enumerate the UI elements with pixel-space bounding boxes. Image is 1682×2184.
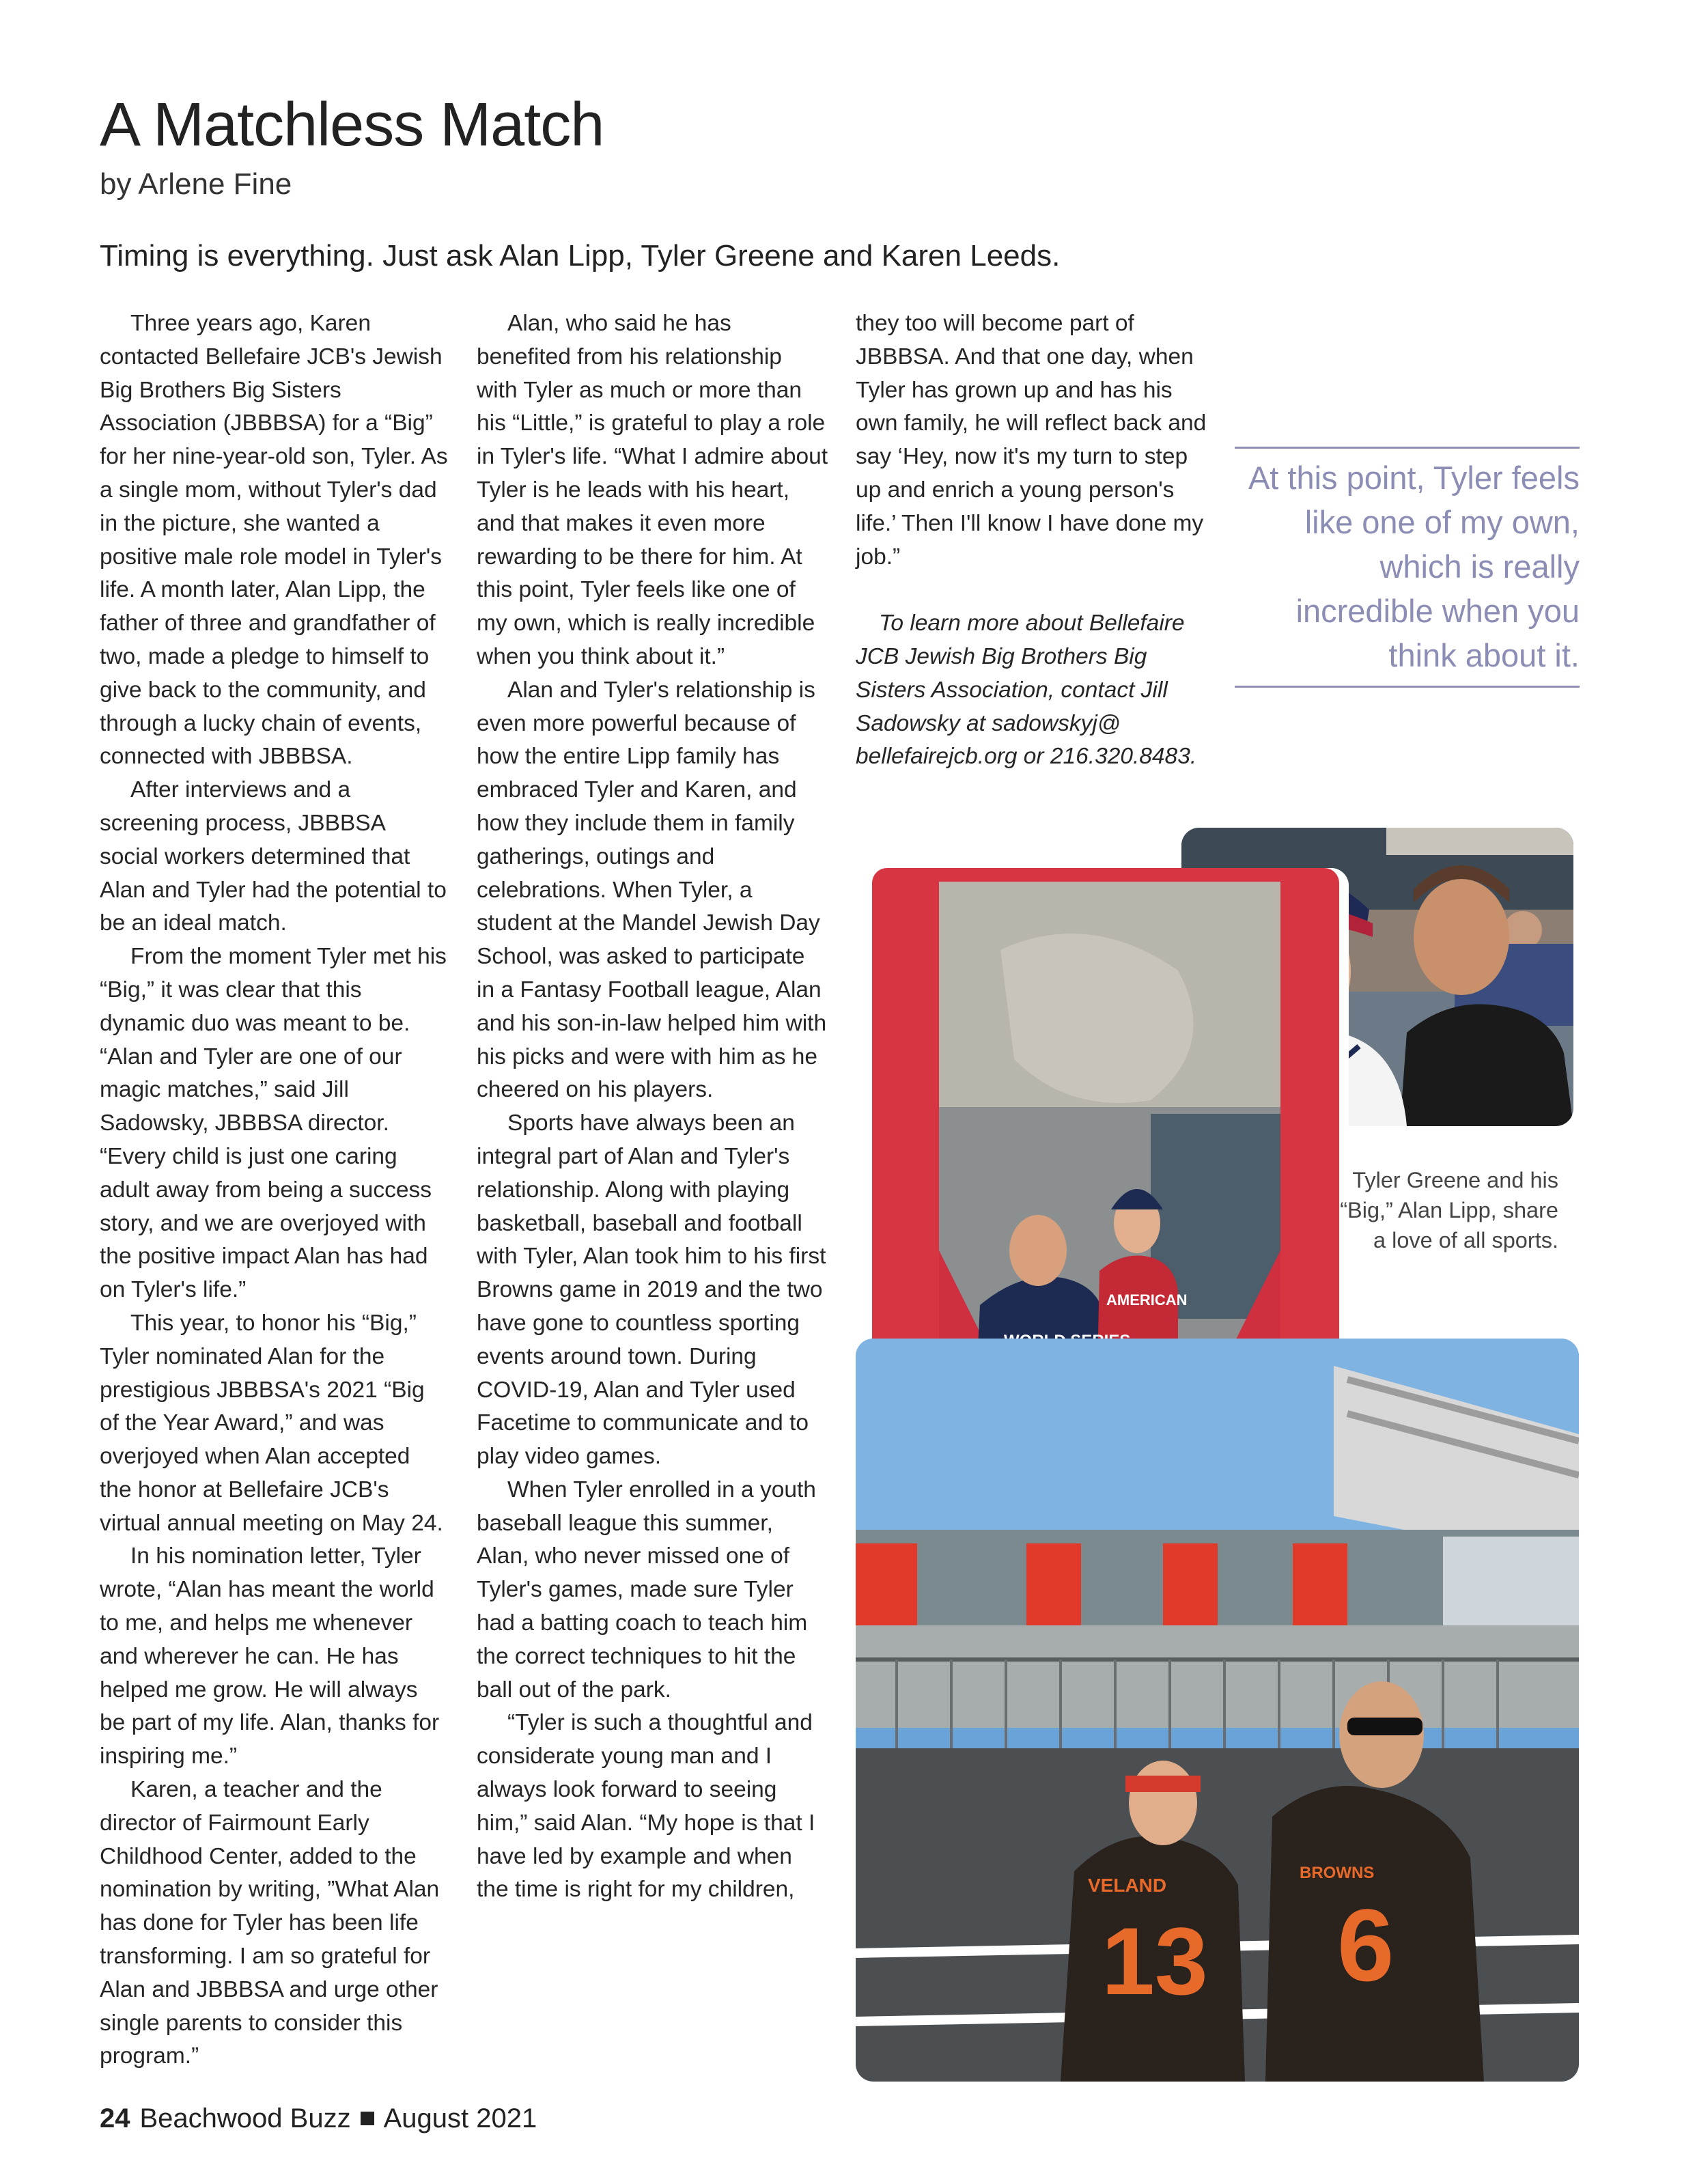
photo-caption: Tyler Greene and his “Big,” Alan Lipp, share a love of all sports. — [1340, 1168, 1558, 1252]
article-lede: Timing is everything. Just ask Alan Lipp, Tyler Greene and Karen Leeds. — [100, 239, 1061, 272]
paragraph: When Tyler enrolled in a youth baseball league this summer, Alan, who never missed one of Tyler's games, made sure Tyler had a batting coach to teach him the correct techniques to hit the ball out of the park. — [477, 1476, 816, 1703]
paragraph: This year, to honor his “Big,” Tyler nominated Alan for the prestigious JBBBSA's 2021 “Big of the Year Award,” and was overjoyed when Alan accepted the honor at Bellefaire JCB's virtual annual meeting on May 24. — [100, 1310, 443, 1536]
adult-jersey-number: 6 — [1337, 1888, 1394, 2002]
paragraph: Sports have always been an integral part of Alan and Tyler's relationship. Along with playing basketball, baseball and football with Tyler, Alan took him to his first Browns game in 2019 and the two have gone to countless sporting events around town. During COVID-19, Alan and Tyler used Facetime to communicate and to play video games. — [477, 1110, 826, 1470]
paragraph: After interviews and a screening process, JBBBSA social workers determined that Alan and Tyler had the potential to be an ideal match. — [100, 777, 447, 936]
article-column-2 — [477, 307, 828, 1907]
pull-quote: At this point, Tyler feels like one of my own, which is really incredible when you think about it. — [1235, 447, 1580, 688]
paragraph: Alan and Tyler's relationship is even more powerful because of how the entire Lipp family has embraced Tyler and Karen, and how they include them in family gatherings, outings and celebrations. When Tyler, a student at the Mandel Jewish Day School, was asked to participate in a Fantasy Football league, Alan and his son-in-law helped him with his picks and were with him as he cheered on his players. — [477, 677, 827, 1103]
paragraph: Karen, a teacher and the director of Fairmount Early Childhood Center, added to the nomination by writing, ”What Alan has done for Tyler has been life transforming. I am so grateful for Alan and JBBBSA and urge other single parents to consider this program.” — [100, 1777, 440, 2069]
article-column-1 — [100, 307, 448, 2073]
paragraph: they too will become part of JBBBSA. And that one day, when Tyler has grown up and has his own family, he will reflect back and say ‘Hey, now it's my turn to step up and enrich a young person's life.’ Then I'll know I have done my job.” — [856, 311, 1207, 570]
page-footer — [100, 2103, 537, 2134]
photo-stadium-outing — [856, 1339, 1579, 2082]
publication-name: Beachwood Buzz — [139, 2103, 351, 2133]
issue-date: August 2021 — [383, 2103, 537, 2133]
page-number: 24 — [100, 2103, 130, 2133]
adult-jersey-text: BROWNS — [1300, 1864, 1375, 1882]
paragraph: From the moment Tyler met his “Big,” it was clear that this dynamic duo was meant to be. “Alan and Tyler are one of our magic matches,” said Jill Sadowsky, JBBBSA director. “Every child is just one caring adult away from being a success story, and we are overjoyed with the positive impact Alan has had on Tyler's life.” — [100, 944, 447, 1303]
paragraph: “Tyler is such a thoughtful and considerate young man and I always look forward to seeing him,” said Alan. “My hope is that I have led by example and when the time is right for my children, — [477, 1710, 815, 1903]
article-column-3 — [856, 307, 1214, 774]
paragraph: Alan, who said he has benefited from his relationship with Tyler as much or more than his “Little,” is grateful to play a role in Tyler's life. “What I admire about Tyler is he leads with his heart, and that makes it even more rewarding to be there for him. At this point, Tyler feels like one of my own, which is really incredible when you think about it.” — [477, 311, 828, 669]
article-byline: by Arlene Fine — [100, 167, 292, 201]
article-title: A Matchless Match — [100, 91, 604, 159]
contact-info: To learn more about Bellefaire JCB Jewish Big Brothers Big Sisters Association, contact Jill Sadowsky at sadowskyj@ bellefairejcb.org or 216.320.8483. — [856, 611, 1197, 770]
kid-jersey-number: 13 — [1102, 1907, 1208, 2015]
kid-jersey-text: VELAND — [1088, 1875, 1167, 1896]
paragraph: Three years ago, Karen contacted Bellefaire JCB's Jewish Big Brothers Big Sisters Association (JBBBSA) for a “Big” for her nine-year-old son, Tyler. As a single mom, without Tyler's dad in the picture, she wanted a positive male role model in Tyler's life. A month later, Alan Lipp, the father of three and grandfather of two, made a pledge to himself to give back to the community, and through a lucky chain of events, connected with JBBBSA. — [100, 311, 448, 770]
paragraph: In his nomination letter, Tyler wrote, “Alan has meant the world to me, and helps me whenever and wherever he can. He has helped me grow. He will always be part of my life. Alan, thanks for inspiring me.” — [100, 1543, 440, 1769]
jersey-text: AMERICAN — [1106, 1291, 1188, 1308]
separator-square-icon — [361, 2112, 374, 2125]
